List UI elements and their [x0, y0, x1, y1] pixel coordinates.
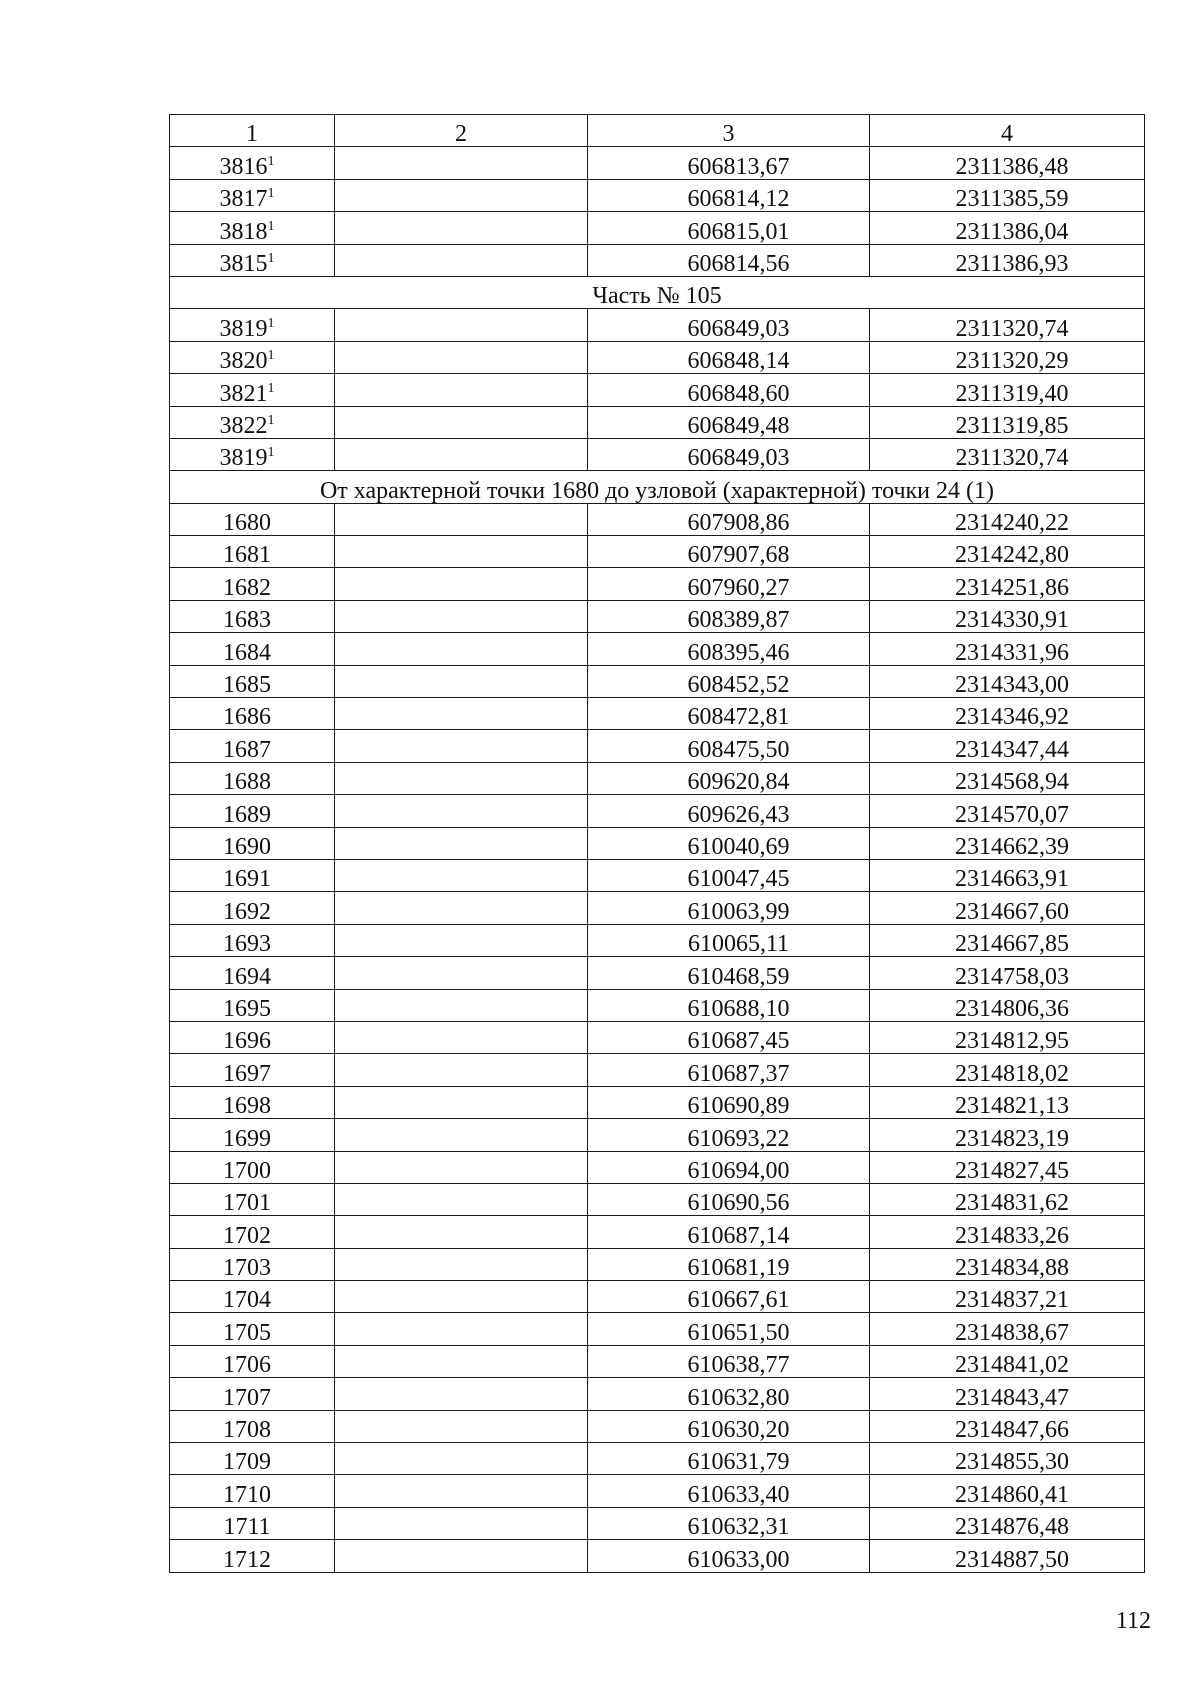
y-coordinate-cell: 2314821,13 [870, 1086, 1145, 1118]
empty-cell [335, 212, 588, 244]
header-cell-2: 2 [335, 115, 588, 147]
point-number: 1681 [223, 542, 271, 568]
point-number: 1703 [223, 1255, 271, 1281]
x-coordinate-cell: 610632,31 [588, 1507, 870, 1539]
table-row [170, 1054, 1145, 1086]
x-coordinate-cell: 606815,01 [588, 212, 870, 244]
x-coordinate-cell: 606848,14 [588, 341, 870, 373]
point-number-cell [170, 1151, 335, 1183]
table-row [170, 1540, 1145, 1572]
empty-cell [335, 1151, 588, 1183]
y-coordinate-cell: 2311320,74 [870, 309, 1145, 341]
empty-cell [335, 179, 588, 211]
point-number: 1682 [223, 574, 271, 601]
header-row [170, 115, 1145, 147]
table-row [170, 341, 1145, 373]
point-number-cell [170, 762, 335, 794]
point-number: 1708 [223, 1417, 271, 1443]
empty-cell [335, 600, 588, 632]
empty-cell [335, 309, 588, 341]
point-number-cell [170, 1183, 335, 1215]
point-number-cell [170, 698, 335, 730]
point-superscript: 1 [267, 218, 275, 234]
empty-cell [335, 1410, 588, 1442]
point-number: 1688 [223, 769, 271, 795]
table-row [170, 859, 1145, 891]
y-coordinate-cell: 2314330,91 [870, 600, 1145, 632]
point-number: 1704 [223, 1287, 271, 1313]
empty-cell [335, 1086, 588, 1118]
table-row [170, 957, 1145, 989]
x-coordinate-cell: 609626,43 [588, 795, 870, 827]
empty-cell [335, 1443, 588, 1475]
point-superscript: 1 [267, 348, 275, 364]
x-coordinate-cell: 610633,40 [588, 1475, 870, 1507]
table-row [170, 827, 1145, 859]
y-coordinate-cell: 2314876,48 [870, 1507, 1145, 1539]
coordinates-table [169, 114, 1145, 1573]
section-row [170, 276, 1145, 308]
y-coordinate-cell: 2314570,07 [870, 795, 1145, 827]
table-row [170, 438, 1145, 470]
point-number-cell [170, 212, 335, 244]
point-number-cell [170, 1054, 335, 1086]
point-number: 1705 [223, 1319, 271, 1346]
table-row [170, 1345, 1145, 1377]
y-coordinate-cell: 2311385,59 [870, 179, 1145, 211]
point-number: 1686 [223, 704, 271, 730]
x-coordinate-cell: 610690,56 [588, 1183, 870, 1215]
point-number: 1694 [223, 963, 271, 990]
table-row [170, 1281, 1145, 1313]
point-number: 1684 [223, 639, 271, 666]
table-row [170, 730, 1145, 762]
coordinates-table-body [170, 115, 1145, 1573]
x-coordinate-cell: 610063,99 [588, 892, 870, 924]
y-coordinate-cell: 2314823,19 [870, 1119, 1145, 1151]
point-number: 1697 [223, 1060, 271, 1087]
y-coordinate-cell: 2314812,95 [870, 1021, 1145, 1053]
section-title: Часть № 105 [170, 276, 1145, 308]
empty-cell [335, 1345, 588, 1377]
point-number-cell [170, 924, 335, 956]
empty-cell [335, 1540, 588, 1572]
empty-cell [335, 957, 588, 989]
x-coordinate-cell: 610681,19 [588, 1248, 870, 1280]
table-row [170, 1021, 1145, 1053]
point-number-cell [170, 1086, 335, 1118]
table-row [170, 1507, 1145, 1539]
table-row [170, 212, 1145, 244]
empty-cell [335, 892, 588, 924]
x-coordinate-cell: 610688,10 [588, 989, 870, 1021]
table-row [170, 1378, 1145, 1410]
y-coordinate-cell: 2314331,96 [870, 633, 1145, 665]
x-coordinate-cell: 608472,81 [588, 698, 870, 730]
point-number-cell [170, 1540, 335, 1572]
table-row [170, 892, 1145, 924]
point-number: 3816 [219, 153, 268, 180]
table-row [170, 1086, 1145, 1118]
x-coordinate-cell: 606814,56 [588, 244, 870, 276]
point-number: 1680 [223, 510, 271, 536]
table-row [170, 1151, 1145, 1183]
table-row [170, 244, 1145, 276]
empty-cell [335, 762, 588, 794]
y-coordinate-cell: 2314240,22 [870, 503, 1145, 535]
point-number: 1687 [223, 736, 271, 763]
header-cell-3: 3 [588, 115, 870, 147]
header-cell-1: 1 [170, 115, 335, 147]
table-row [170, 1475, 1145, 1507]
empty-cell [335, 341, 588, 373]
page-number: 112 [1115, 1608, 1151, 1634]
empty-cell [335, 503, 588, 535]
point-number: 1707 [223, 1384, 271, 1411]
table-row [170, 1443, 1145, 1475]
x-coordinate-cell: 610687,14 [588, 1216, 870, 1248]
y-coordinate-cell: 2311319,85 [870, 406, 1145, 438]
table-row [170, 536, 1145, 568]
x-coordinate-cell: 610065,11 [588, 924, 870, 956]
empty-cell [335, 989, 588, 1021]
point-number: 1711 [223, 1514, 271, 1540]
empty-cell [335, 1507, 588, 1539]
x-coordinate-cell: 609620,84 [588, 762, 870, 794]
empty-cell [335, 536, 588, 568]
empty-cell [335, 859, 588, 891]
y-coordinate-cell: 2314841,02 [870, 1345, 1145, 1377]
point-number-cell [170, 309, 335, 341]
empty-cell [335, 924, 588, 956]
x-coordinate-cell: 610632,80 [588, 1378, 870, 1410]
point-number: 3821 [219, 380, 268, 407]
empty-cell [335, 244, 588, 276]
table-row [170, 1248, 1145, 1280]
x-coordinate-cell: 606814,12 [588, 179, 870, 211]
x-coordinate-cell: 607908,86 [588, 503, 870, 535]
y-coordinate-cell: 2314887,50 [870, 1540, 1145, 1572]
x-coordinate-cell: 607960,27 [588, 568, 870, 600]
y-coordinate-cell: 2314346,92 [870, 698, 1145, 730]
point-number-cell [170, 503, 335, 535]
y-coordinate-cell: 2311320,74 [870, 438, 1145, 470]
x-coordinate-cell: 610047,45 [588, 859, 870, 891]
empty-cell [335, 827, 588, 859]
table-row [170, 406, 1145, 438]
empty-cell [335, 1021, 588, 1053]
x-coordinate-cell: 608475,50 [588, 730, 870, 762]
table-row [170, 698, 1145, 730]
point-number-cell [170, 633, 335, 665]
table-row [170, 600, 1145, 632]
table-row [170, 503, 1145, 535]
point-number-cell [170, 859, 335, 891]
point-number: 3822 [219, 412, 268, 439]
empty-cell [335, 633, 588, 665]
x-coordinate-cell: 610667,61 [588, 1281, 870, 1313]
empty-cell [335, 374, 588, 406]
point-number: 3820 [219, 348, 268, 374]
y-coordinate-cell: 2311319,40 [870, 374, 1145, 406]
point-number-cell [170, 1443, 335, 1475]
empty-cell [335, 438, 588, 470]
point-number-cell [170, 730, 335, 762]
point-number: 1690 [223, 833, 271, 860]
x-coordinate-cell: 610630,20 [588, 1410, 870, 1442]
empty-cell [335, 1248, 588, 1280]
point-number-cell [170, 1021, 335, 1053]
point-number: 1710 [223, 1481, 271, 1508]
point-number-cell [170, 1410, 335, 1442]
x-coordinate-cell: 606849,03 [588, 438, 870, 470]
empty-cell [335, 1119, 588, 1151]
table-row [170, 1410, 1145, 1442]
point-superscript: 1 [267, 315, 275, 331]
point-number-cell [170, 244, 335, 276]
point-superscript: 1 [267, 186, 275, 202]
x-coordinate-cell: 610693,22 [588, 1119, 870, 1151]
x-coordinate-cell: 606849,48 [588, 406, 870, 438]
y-coordinate-cell: 2314860,41 [870, 1475, 1145, 1507]
point-number: 1693 [223, 931, 271, 957]
point-number-cell [170, 406, 335, 438]
empty-cell [335, 1281, 588, 1313]
x-coordinate-cell: 608389,87 [588, 600, 870, 632]
x-coordinate-cell: 610687,45 [588, 1021, 870, 1053]
point-number: 3815 [219, 250, 268, 277]
y-coordinate-cell: 2314568,94 [870, 762, 1145, 794]
x-coordinate-cell: 610468,59 [588, 957, 870, 989]
point-number-cell [170, 1475, 335, 1507]
empty-cell [335, 568, 588, 600]
point-number: 3819 [219, 445, 268, 471]
point-number-cell [170, 438, 335, 470]
empty-cell [335, 1183, 588, 1215]
point-number: 1701 [223, 1190, 271, 1216]
point-number: 1683 [223, 607, 271, 633]
y-coordinate-cell: 2311386,93 [870, 244, 1145, 276]
y-coordinate-cell: 2314855,30 [870, 1443, 1145, 1475]
point-number: 3819 [219, 315, 268, 342]
y-coordinate-cell: 2314827,45 [870, 1151, 1145, 1183]
x-coordinate-cell: 610694,00 [588, 1151, 870, 1183]
point-number: 1691 [223, 866, 271, 892]
point-number-cell [170, 795, 335, 827]
empty-cell [335, 406, 588, 438]
y-coordinate-cell: 2314667,85 [870, 924, 1145, 956]
point-number-cell [170, 1378, 335, 1410]
x-coordinate-cell: 610690,89 [588, 1086, 870, 1118]
table-row [170, 179, 1145, 211]
x-coordinate-cell: 606813,67 [588, 147, 870, 179]
table-row [170, 147, 1145, 179]
table-row [170, 795, 1145, 827]
point-number-cell [170, 1313, 335, 1345]
point-number-cell [170, 1248, 335, 1280]
point-number: 1689 [223, 801, 271, 828]
point-number-cell [170, 957, 335, 989]
empty-cell [335, 795, 588, 827]
y-coordinate-cell: 2314343,00 [870, 665, 1145, 697]
point-number-cell [170, 179, 335, 211]
point-number: 1706 [223, 1352, 271, 1378]
point-number-cell [170, 1507, 335, 1539]
y-coordinate-cell: 2314847,66 [870, 1410, 1145, 1442]
point-number-cell [170, 1119, 335, 1151]
empty-cell [335, 665, 588, 697]
table-row [170, 924, 1145, 956]
point-number-cell [170, 827, 335, 859]
point-number-cell [170, 147, 335, 179]
point-superscript: 1 [267, 153, 275, 169]
y-coordinate-cell: 2314662,39 [870, 827, 1145, 859]
x-coordinate-cell: 610040,69 [588, 827, 870, 859]
empty-cell [335, 1313, 588, 1345]
x-coordinate-cell: 610651,50 [588, 1313, 870, 1345]
table-row [170, 1313, 1145, 1345]
y-coordinate-cell: 2314806,36 [870, 989, 1145, 1021]
point-superscript: 1 [267, 380, 275, 396]
y-coordinate-cell: 2314843,47 [870, 1378, 1145, 1410]
point-number-cell [170, 374, 335, 406]
table-row [170, 309, 1145, 341]
x-coordinate-cell: 610631,79 [588, 1443, 870, 1475]
point-superscript: 1 [267, 250, 275, 266]
point-number-cell [170, 341, 335, 373]
empty-cell [335, 1378, 588, 1410]
point-number-cell [170, 568, 335, 600]
y-coordinate-cell: 2314837,21 [870, 1281, 1145, 1313]
table-row [170, 1183, 1145, 1215]
table-row [170, 374, 1145, 406]
table-row [170, 665, 1145, 697]
table-row [170, 568, 1145, 600]
x-coordinate-cell: 607907,68 [588, 536, 870, 568]
empty-cell [335, 698, 588, 730]
point-number-cell [170, 989, 335, 1021]
point-number-cell [170, 665, 335, 697]
point-number: 1709 [223, 1449, 271, 1475]
table-row [170, 762, 1145, 794]
x-coordinate-cell: 610638,77 [588, 1345, 870, 1377]
x-coordinate-cell: 610633,00 [588, 1540, 870, 1572]
point-number: 1692 [223, 898, 271, 925]
point-number: 1685 [223, 672, 271, 698]
y-coordinate-cell: 2311320,29 [870, 341, 1145, 373]
y-coordinate-cell: 2314834,88 [870, 1248, 1145, 1280]
y-coordinate-cell: 2314667,60 [870, 892, 1145, 924]
x-coordinate-cell: 606848,60 [588, 374, 870, 406]
point-number: 1702 [223, 1222, 271, 1249]
point-superscript: 1 [267, 445, 275, 461]
x-coordinate-cell: 608452,52 [588, 665, 870, 697]
y-coordinate-cell: 2314347,44 [870, 730, 1145, 762]
empty-cell [335, 1475, 588, 1507]
point-number-cell [170, 1281, 335, 1313]
empty-cell [335, 1054, 588, 1086]
table-row [170, 1119, 1145, 1151]
y-coordinate-cell: 2314838,67 [870, 1313, 1145, 1345]
y-coordinate-cell: 2314818,02 [870, 1054, 1145, 1086]
table-row [170, 633, 1145, 665]
point-number: 1696 [223, 1028, 271, 1054]
point-number-cell [170, 1345, 335, 1377]
section-row [170, 471, 1145, 503]
table-row [170, 989, 1145, 1021]
point-superscript: 1 [267, 412, 275, 428]
point-number-cell [170, 1216, 335, 1248]
x-coordinate-cell: 608395,46 [588, 633, 870, 665]
empty-cell [335, 1216, 588, 1248]
empty-cell [335, 730, 588, 762]
y-coordinate-cell: 2314833,26 [870, 1216, 1145, 1248]
point-number-cell [170, 536, 335, 568]
point-number: 3818 [219, 218, 268, 245]
y-coordinate-cell: 2311386,48 [870, 147, 1145, 179]
point-number: 1698 [223, 1093, 271, 1119]
y-coordinate-cell: 2314251,86 [870, 568, 1145, 600]
point-number-cell [170, 892, 335, 924]
x-coordinate-cell: 606849,03 [588, 309, 870, 341]
point-number: 1695 [223, 995, 271, 1022]
x-coordinate-cell: 610687,37 [588, 1054, 870, 1086]
section-title: От характерной точки 1680 до узловой (характерной) точки 24 (1) [170, 471, 1145, 503]
point-number: 1699 [223, 1125, 271, 1151]
y-coordinate-cell: 2314663,91 [870, 859, 1145, 891]
point-number-cell [170, 600, 335, 632]
y-coordinate-cell: 2314831,62 [870, 1183, 1145, 1215]
header-cell-4: 4 [870, 115, 1145, 147]
point-number: 3817 [219, 186, 268, 212]
point-number: 1700 [223, 1157, 271, 1184]
y-coordinate-cell: 2314758,03 [870, 957, 1145, 989]
point-number: 1712 [223, 1546, 271, 1573]
y-coordinate-cell: 2314242,80 [870, 536, 1145, 568]
y-coordinate-cell: 2311386,04 [870, 212, 1145, 244]
empty-cell [335, 147, 588, 179]
table-row [170, 1216, 1145, 1248]
